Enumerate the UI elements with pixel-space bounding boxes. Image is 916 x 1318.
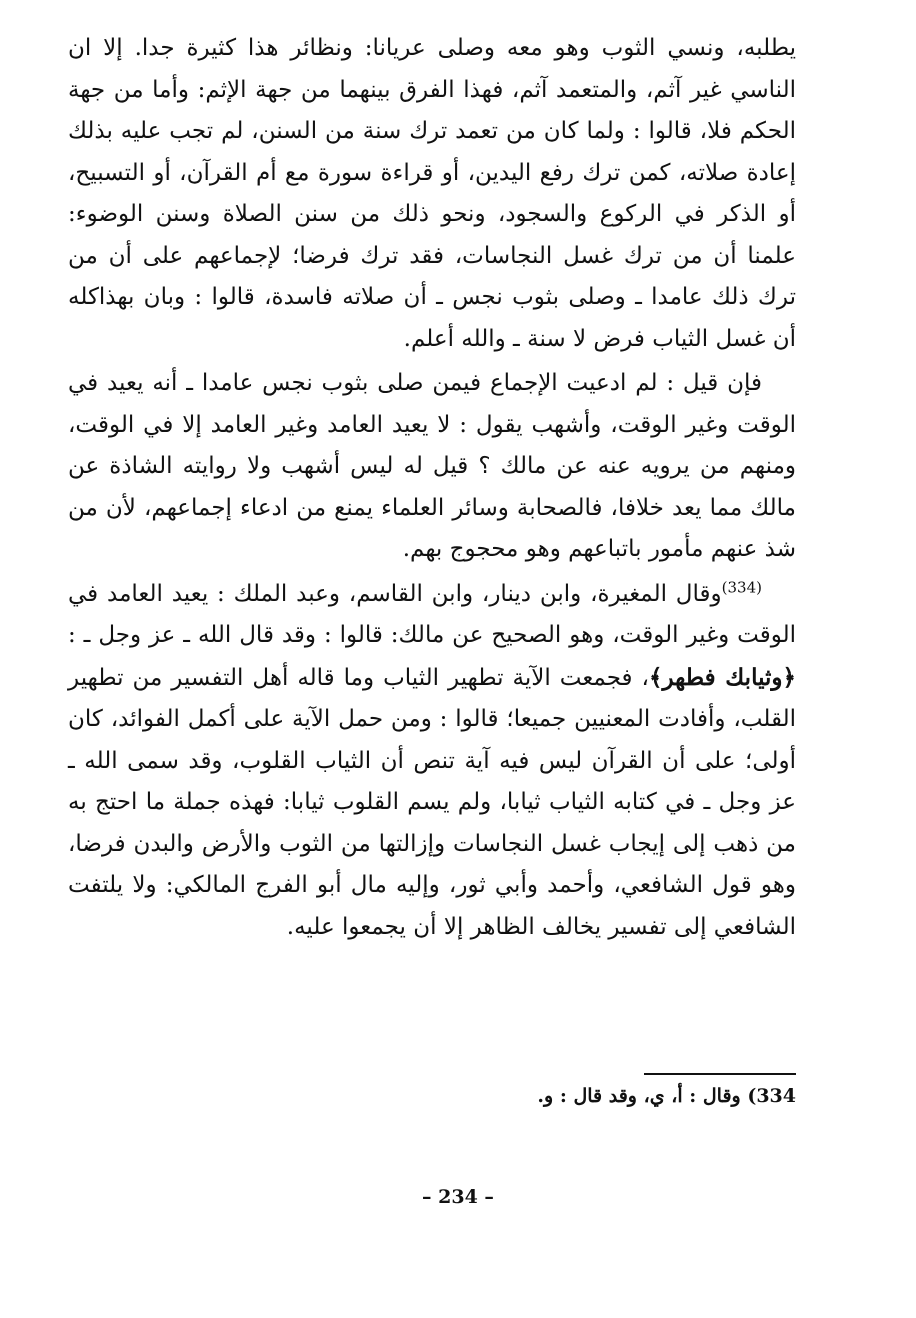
paragraph-3-text-a: وقال المغيرة، وابن دينار، وابن القاسم، وعبد الملك : يعيد العامد في الوقت وغير الوقت، وهو الصحيح عن مالك: قالوا : وقد قال الله ـ عز وجل ـ :	[68, 580, 796, 648]
paragraph-1: يطلبه، ونسي الثوب وهو معه وصلى عريانا: ونظائر هذا كثيرة جدا. إلا ان الناسي غير آثم، والمتعمد آثم، فهذا الفرق بينهما من جهة الإثم: وأما من جهة الحكم فلا، قالوا : ولما كان من تعمد ترك سنة من السنن، لم تجب عليه بذلك إعادة صلاته، كمن ترك رفع اليدين، أو قراءة سورة مع أم القرآن، أو التسبيح، أو الذكر في الركوع والسجود، ونحو ذلك من سنن الصلاة وسنن الوضوء: علمنا أن من ترك غسل النجاسات، فقد ترك فرضا؛ لإجماعهم على أن من ترك ذلك عامدا ـ وصلى بثوب نجس ـ أن صلاته فاسدة، قالوا : وبان بهذاكله أن غسل الثياب فرض لا سنة ـ والله أعلم.	[68, 35, 796, 352]
quranic-verse: ﴿وثيابك فطهر﴾	[648, 663, 797, 691]
paragraph-3	[68, 574, 796, 949]
page-number: – 234 –	[422, 1186, 494, 1208]
body-text	[68, 28, 796, 948]
footnote-reference[interactable]: (334)	[721, 577, 762, 596]
footnote: 334) وقال : أ، ي، وقد قال : و.	[537, 1085, 796, 1107]
footnote-separator	[644, 1073, 796, 1075]
paragraph-2: فإن قيل : لم ادعيت الإجماع فيمن صلى بثوب نجس عامدا ـ أنه يعيد في الوقت وغير الوقت، وأشهب يقول : لا يعيد العامد وغير العامد إلا في الوقت، ومنهم من يرويه عنه عن مالك ؟ قيل له ليس أشهب ولا روايته الشاذة عن مالك مما يعد خلافا، فالصحابة وسائر العلماء يمنع من ادعاء إجماعهم، لأن من شذ عنهم مأمور باتباعهم وهو محجوج بهم.	[68, 370, 796, 562]
paragraph-3-text-b: ، فجمعت الآية تطهير الثياب وما قاله أهل التفسير من تطهير القلب، وأفادت المعنيين جميعا؛ قالوا : ومن حمل الآية على أكمل الفوائد، كان أولى؛ على أن القرآن ليس فيه آية تنص أن الثياب القلوب، وقد سمى الله ـ عز وجل ـ في كتابه الثياب ثيابا، ولم يسم القلوب ثيابا: فهذه جملة ما احتج به من ذهب إلى إيجاب غسل النجاسات وإزالتها من الثوب والأرض والبدن فرضا، وهو قول الشافعي، وأحمد وأبي ثور، وإليه مال أبو الفرج المالكي: ولا يلتفت الشافعي إلى تفسير يخالف الظاهر إلا أن يجمعوا عليه.	[68, 664, 796, 940]
